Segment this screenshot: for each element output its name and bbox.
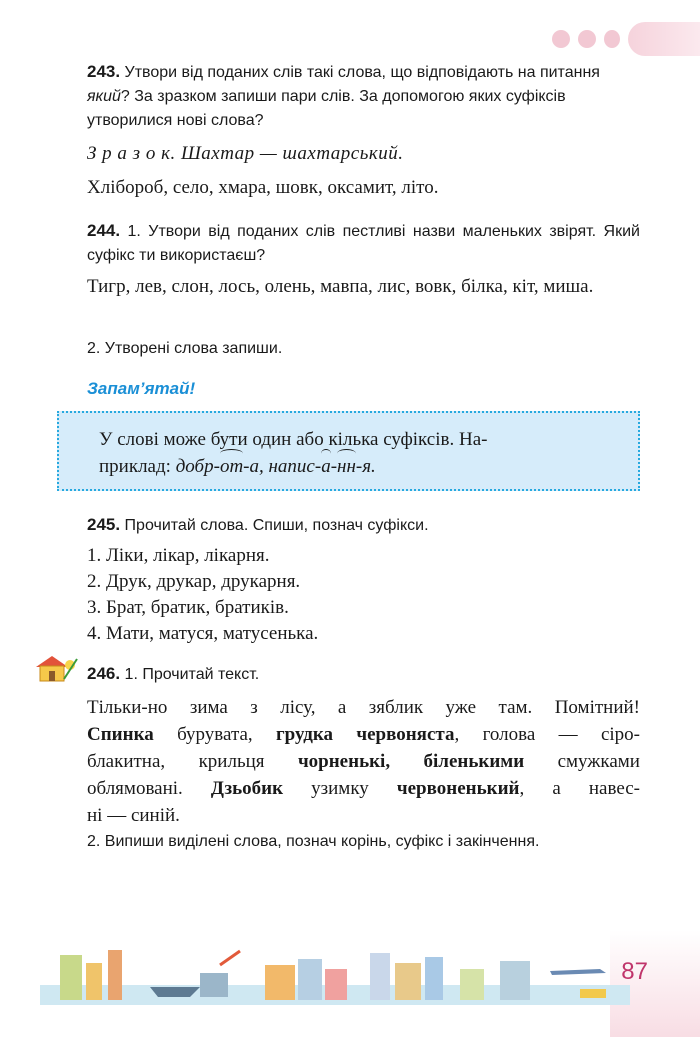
task-step: 2. Утворені слова запиши. (87, 340, 283, 357)
task-text: Утвори від поданих слів такі слова, що відповідають на питання (124, 64, 600, 81)
numbered-list (87, 543, 640, 647)
homework-house-icon (34, 653, 78, 683)
example-lead: приклад: (99, 456, 176, 477)
task-text: 1. Утвори від поданих слів пестливі назви маленьких звірят. Який суфікс ти використаєш? (87, 223, 640, 264)
decor-dot (604, 30, 620, 48)
list-item: 2. Друк, друкар, друкарня. (87, 571, 301, 592)
remember-line: У слові може бути один або кілька суфіксів. На- (99, 429, 488, 450)
remember-box (57, 411, 640, 491)
text-line: ні — синій. (87, 805, 180, 826)
task-246 (87, 662, 640, 687)
task-text: Прочитай слова. Спиши, познач суфікси. (124, 517, 429, 534)
suffix-mark: нн (337, 453, 356, 480)
task-text: ? За зразком запиши пари слів. За допомогою яких суфіксів утворилися нові слова? (87, 88, 566, 129)
task-text-italic: який (87, 88, 121, 105)
task-number: 243. (87, 62, 121, 81)
page-number: 87 (621, 958, 648, 985)
decor-pill (628, 22, 700, 56)
suffix-mark: от (220, 453, 243, 480)
example-word: добр-от-а, напис-а-нн-я. (176, 456, 376, 477)
reading-text (87, 694, 640, 829)
text-line: Тільки-но зима з лісу, а зяблик уже там. Помітний! (87, 697, 640, 718)
city-illustration (40, 945, 630, 1005)
task-number: 244. (87, 221, 121, 240)
task-243 (87, 60, 640, 133)
text-line: Спинка бурувата, грудка червоняста, голова — сіро- (87, 724, 641, 745)
list-item: 4. Мати, матуся, матусенька. (87, 623, 319, 644)
task-number: 246. (87, 664, 121, 683)
header-decoration (540, 22, 700, 56)
suffix-mark: а (321, 453, 331, 480)
remember-text (99, 426, 619, 480)
task-245 (87, 513, 640, 538)
word-list: Хлібороб, село, хмара, шовк, оксамит, літо. (87, 177, 439, 198)
remember-title: Запам’ятай! (87, 379, 196, 398)
sample-line: З р а з о к. Шахтар — шахтарський. (87, 143, 404, 164)
task-244 (87, 219, 640, 268)
list-item: 1. Ліки, лікар, лікарня. (87, 545, 270, 566)
text-line: облямовані. Дзьобик узимку червоненький, а навес- (87, 778, 641, 799)
text-line: блакитна, крильця чорненькі, біленькими смужками (87, 751, 640, 772)
remember-example (99, 453, 619, 480)
word-list: Тигр, лев, слон, лось, олень, мавпа, лис, вовк, білка, кіт, миша. (87, 276, 594, 297)
task-text: 1. Прочитай текст. (124, 666, 260, 683)
task-step: 2. Випиши виділені слова, познач корінь, суфікс і закінчення. (87, 833, 540, 850)
task-number: 245. (87, 515, 121, 534)
list-item: 3. Брат, братик, братиків. (87, 597, 289, 618)
decor-dot (552, 30, 570, 48)
decor-dot (578, 30, 596, 48)
